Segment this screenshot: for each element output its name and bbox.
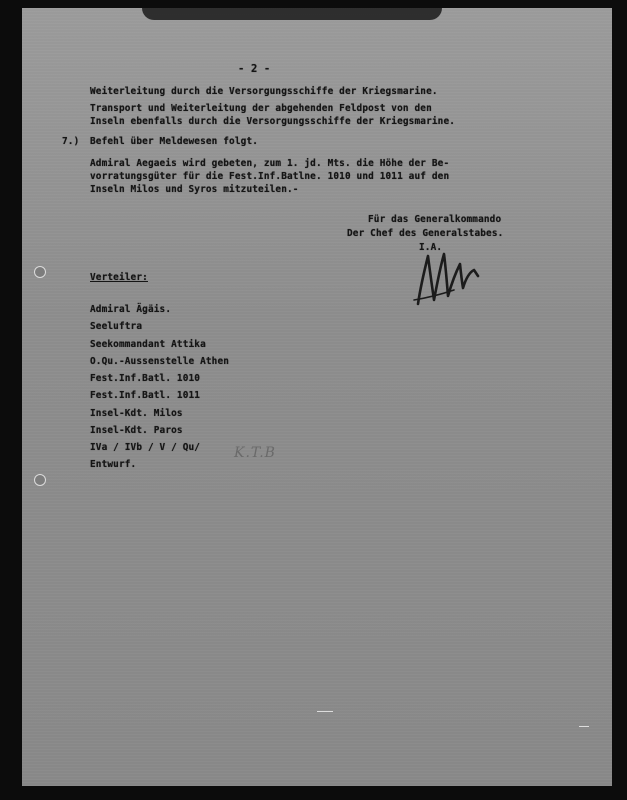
scan-shadow (142, 8, 442, 20)
punch-hole-bottom (34, 474, 46, 486)
distribution-item: Seekommandant Attika (90, 339, 206, 350)
page-number: - 2 - (238, 63, 271, 75)
distribution-item: Insel-Kdt. Paros (90, 425, 183, 436)
distribution-item: IVa / IVb / V / Qu/ (90, 442, 201, 453)
distribution-item: Seeluftra (90, 321, 143, 332)
body-line-2: Transport und Weiterleitung der abgehenden Feldpost von den (90, 103, 432, 114)
distribution-heading: Verteiler: (90, 272, 148, 283)
distribution-item: Entwurf. (90, 459, 137, 470)
distribution-item: O.Qu.-Aussenstelle Athen (90, 356, 230, 367)
signature-line-3: I.A. (419, 242, 443, 253)
body-line-3: Inseln ebenfalls durch die Versorgungsschiffe der Kriegsmarine. (90, 116, 456, 127)
distribution-item: Admiral Ägäis. (90, 304, 172, 315)
signature-line-2: Der Chef des Generalstabes. (347, 228, 504, 239)
scan-mark (317, 711, 333, 712)
handwritten-signature (406, 242, 496, 312)
pencil-annotation: K.T.B (234, 445, 276, 461)
item-7-number: 7.) (62, 136, 80, 147)
scan-mark (579, 726, 589, 727)
distribution-item: Fest.Inf.Batl. 1010 (90, 373, 201, 384)
punch-hole-top (34, 266, 46, 278)
paragraph-line-1: Admiral Aegaeis wird gebeten, zum 1. jd. Mts. die Höhe der Be- (90, 158, 450, 169)
distribution-item: Fest.Inf.Batl. 1011 (90, 390, 201, 401)
paragraph-line-2: vorratungsgüter für die Fest.Inf.Batlne. 1010 und 1011 auf den (90, 171, 450, 182)
signature-line-1: Für das Generalkommando (368, 214, 502, 225)
paragraph-line-3: Inseln Milos und Syros mitzuteilen.- (90, 184, 299, 195)
item-7-text: Befehl über Meldewesen folgt. (90, 136, 259, 147)
body-line-1: Weiterleitung durch die Versorgungsschiffe der Kriegsmarine. (90, 86, 438, 97)
document-page (22, 8, 612, 786)
distribution-item: Insel-Kdt. Milos (90, 408, 183, 419)
